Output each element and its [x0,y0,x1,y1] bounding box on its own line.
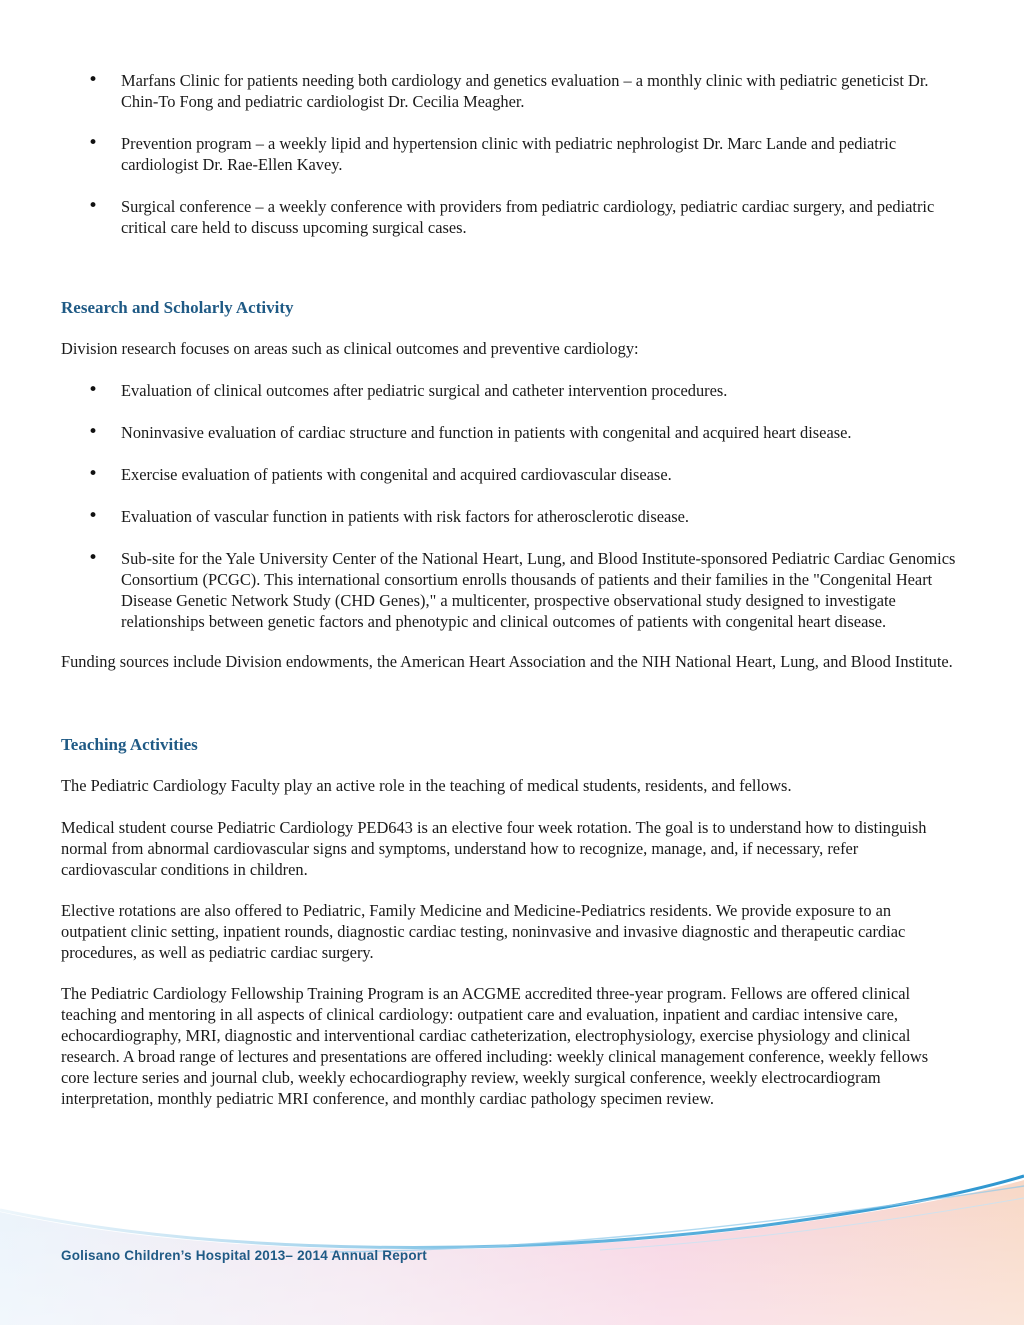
list-item: • Noninvasive evaluation of cardiac structure and function in patients with congenital and acquired heart disease. [61,422,956,443]
teaching-paragraph: Medical student course Pediatric Cardiology PED643 is an elective four week rotation. The goal is to understand how to distinguish normal from abnormal cardiovascular signs and symptoms, understand how to recognize, manage, and, if necessary, refer cardiovascular conditions in children. [61,818,927,879]
list-item: • Evaluation of vascular function in patients with risk factors for atherosclerotic disease. [61,506,956,527]
list-item: • Surgical conference – a weekly conference with providers from pediatric cardiology, pediatric cardiac surgery, and pediatric critical care held to discuss upcoming surgical cases. [61,196,956,238]
list-item: • Marfans Clinic for patients needing both cardiology and genetics evaluation – a monthly clinic with pediatric geneticist Dr. Chin-To Fong and pediatric cardiologist Dr. Cecilia Meagher. [61,70,956,112]
document-body [61,70,956,1109]
teaching-paragraph: The Pediatric Cardiology Faculty play an active role in the teaching of medical students, residents, and fellows. [61,776,792,795]
list-item: • Sub-site for the Yale University Center of the National Heart, Lung, and Blood Institute-sponsored Pediatric Cardiac Genomics Consortium (PCGC). This international consortium enrolls thousands of patients and their families in the "Congenital Heart Disease Genetic Network Study (CHD Genes)," a multicenter, prospective observational study designed to investigate relationships between genetic factors and phenotypic and clinical outcomes of patients with congenital heart disease. [61,548,956,632]
list-item: • Evaluation of clinical outcomes after pediatric surgical and catheter intervention procedures. [61,380,956,401]
footer-report-title: Golisano Children’s Hospital 2013– 2014 Annual Report [61,1248,427,1263]
list-item: • Exercise evaluation of patients with congenital and acquired cardiovascular disease. [61,464,956,485]
intro-bullet-list [61,70,956,238]
funding-paragraph: Funding sources include Division endowments, the American Heart Association and the NIH National Heart, Lung, and Blood Institute. [61,652,953,671]
section-heading-research: Research and Scholarly Activity [61,298,294,317]
section-heading-teaching: Teaching Activities [61,735,198,754]
list-item: • Prevention program – a weekly lipid and hypertension clinic with pediatric nephrologist Dr. Marc Lande and pediatric cardiologist Dr. Rae-Ellen Kavey. [61,133,956,175]
research-intro: Division research focuses on areas such as clinical outcomes and preventive cardiology: [61,339,639,358]
footer-wave-decoration [0,1140,1024,1325]
research-bullet-list [61,380,956,632]
teaching-paragraph: Elective rotations are also offered to Pediatric, Family Medicine and Medicine-Pediatrics residents. We provide exposure to an outpatient clinic setting, inpatient rounds, diagnostic cardiac testing, noninvasive and invasive diagnostic and therapeutic cardiac procedures, as well as pediatric cardiac surgery. [61,901,906,962]
teaching-paragraph: The Pediatric Cardiology Fellowship Training Program is an ACGME accredited three-year program. Fellows are offered clinical teaching and mentoring in all aspects of clinical cardiology: outpatient care and evaluation, inpatient and cardiac intensive care, echocardiography, MRI, diagnostic and interventional cardiac catheterization, electrophysiology, exercise physiology and clinical research. A broad range of lectures and presentations are offered including: weekly clinical management conference, weekly fellows core lecture series and journal club, weekly echocardiography review, weekly surgical conference, weekly electrocardiogram interpretation, monthly pediatric MRI conference, and monthly cardiac pathology specimen review. [61,984,929,1108]
